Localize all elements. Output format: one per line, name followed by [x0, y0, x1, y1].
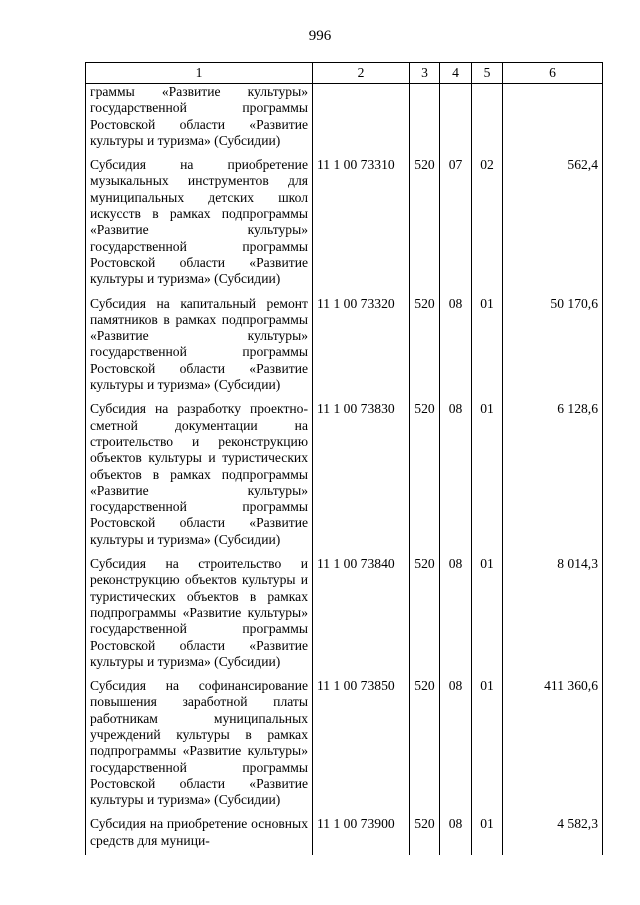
row-section: 08	[440, 676, 472, 814]
table-row	[86, 554, 603, 676]
row-section: 08	[440, 294, 472, 400]
table-row	[86, 294, 603, 400]
row-target-code: 11 1 00 73850	[313, 676, 410, 814]
row-expense-type: 520	[410, 676, 440, 814]
table-row	[86, 399, 603, 554]
row-expense-type: 520	[410, 294, 440, 400]
row-amount: 8 014,3	[503, 554, 603, 676]
budget-table	[85, 62, 603, 855]
row-description: Субсидия на капитальный ремонт памятников в рамках подпрограммы «Развитие культуры» государственной программы Ростовской области «Развитие культуры и туризма» (Субсидии)	[86, 294, 313, 400]
row-amount: 562,4	[503, 155, 603, 293]
row-description: Субсидия на приобретение музыкальных инструментов для муниципальных детских школ искусств в рамках подпрограммы «Развитие культуры» государственной программы Ростовской области «Развитие культуры и туризма» (Субсидии)	[86, 155, 313, 293]
row-description: граммы «Развитие культуры» государственной программы Ростовской области «Развитие культуры и туризма» (Субсидии)	[86, 84, 313, 156]
row-target-code	[313, 84, 410, 156]
row-section	[440, 84, 472, 156]
column-header-3: 3	[410, 63, 440, 84]
row-subsection: 01	[472, 554, 503, 676]
row-subsection: 02	[472, 155, 503, 293]
row-subsection: 01	[472, 814, 503, 855]
column-header-4: 4	[440, 63, 472, 84]
row-description: Субсидия на софинансирование повышения заработной платы работникам муниципальных учреждений культуры в рамках подпрограммы «Развитие культуры» государственной программы Ростовской области «Развитие культуры и туризма» (Субсидии)	[86, 676, 313, 814]
row-expense-type: 520	[410, 814, 440, 855]
row-target-code: 11 1 00 73310	[313, 155, 410, 293]
row-subsection: 01	[472, 294, 503, 400]
table-row	[86, 84, 603, 156]
page-number: 996	[308, 28, 332, 44]
row-section: 08	[440, 399, 472, 554]
table-row	[86, 676, 603, 814]
row-target-code: 11 1 00 73830	[313, 399, 410, 554]
row-expense-type	[410, 84, 440, 156]
row-amount: 4 582,3	[503, 814, 603, 855]
row-target-code: 11 1 00 73840	[313, 554, 410, 676]
column-header-5: 5	[472, 63, 503, 84]
row-subsection	[472, 84, 503, 156]
row-description: Субсидия на приобретение основных средств для муници-	[86, 814, 313, 855]
row-section: 07	[440, 155, 472, 293]
row-section: 08	[440, 554, 472, 676]
table-row	[86, 814, 603, 855]
table-row	[86, 155, 603, 293]
row-subsection: 01	[472, 676, 503, 814]
row-expense-type: 520	[410, 399, 440, 554]
row-expense-type: 520	[410, 554, 440, 676]
row-subsection: 01	[472, 399, 503, 554]
row-section: 08	[440, 814, 472, 855]
row-amount: 6 128,6	[503, 399, 603, 554]
row-target-code: 11 1 00 73320	[313, 294, 410, 400]
column-header-1: 1	[86, 63, 313, 84]
row-expense-type: 520	[410, 155, 440, 293]
table-header-row	[86, 63, 603, 84]
column-header-6: 6	[503, 63, 603, 84]
row-target-code: 11 1 00 73900	[313, 814, 410, 855]
row-description: Субсидия на строительство и реконструкцию объектов культуры и туристических объектов в рамках подпрограммы «Развитие культуры» государственной программы Ростовской области «Развитие культуры и туризма» (Субсидии)	[86, 554, 313, 676]
column-header-2: 2	[313, 63, 410, 84]
row-amount: 411 360,6	[503, 676, 603, 814]
row-amount	[503, 84, 603, 156]
row-description: Субсидия на разработку проектно-сметной документации на строительство и реконструкцию объектов культуры и туристических объектов в рамках подпрограммы «Развитие культуры» государственной программы Ростовской области «Развитие культуры и туризма» (Субсидии)	[86, 399, 313, 554]
row-amount: 50 170,6	[503, 294, 603, 400]
